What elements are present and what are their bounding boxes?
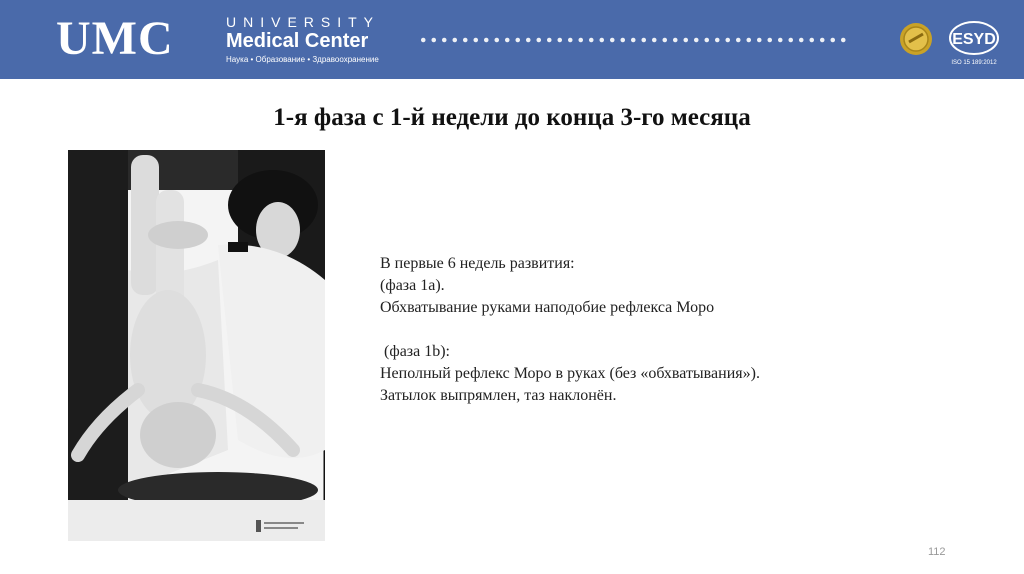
infant-reflex-photo — [68, 150, 325, 541]
logo-umc: UMC — [56, 12, 174, 65]
logo-medical-center-text: Medical Center — [226, 30, 369, 52]
text-line — [380, 319, 900, 341]
logo-tagline: Наука • Образование • Здравоохранение — [226, 55, 379, 64]
description-text — [380, 253, 900, 407]
iso-label: ISO 15 189:2012 — [951, 60, 997, 66]
logo-university-text: UNIVERSITY — [226, 14, 381, 30]
svg-text:ESYD: ESYD — [952, 31, 996, 48]
text-line: (фаза 1а). — [380, 277, 445, 294]
dotted-divider — [418, 37, 848, 43]
text-line: Неполный рефлекс Моро в руках (без «обхватывания»). — [380, 365, 760, 382]
text-line: Обхватывание руками наподобие рефлекса Моро — [380, 299, 715, 316]
header-banner — [0, 0, 1024, 79]
page-number: 112 — [928, 546, 946, 558]
text-line: Затылок выпрямлен, таз наклонён. — [380, 387, 617, 404]
slide-title: 1-я фаза с 1-й недели до конца 3-го месяца — [273, 104, 751, 131]
gold-seal-icon — [899, 22, 933, 56]
text-line: В первые 6 недель развития: — [380, 255, 575, 272]
text-line: (фаза 1b): — [380, 343, 450, 360]
